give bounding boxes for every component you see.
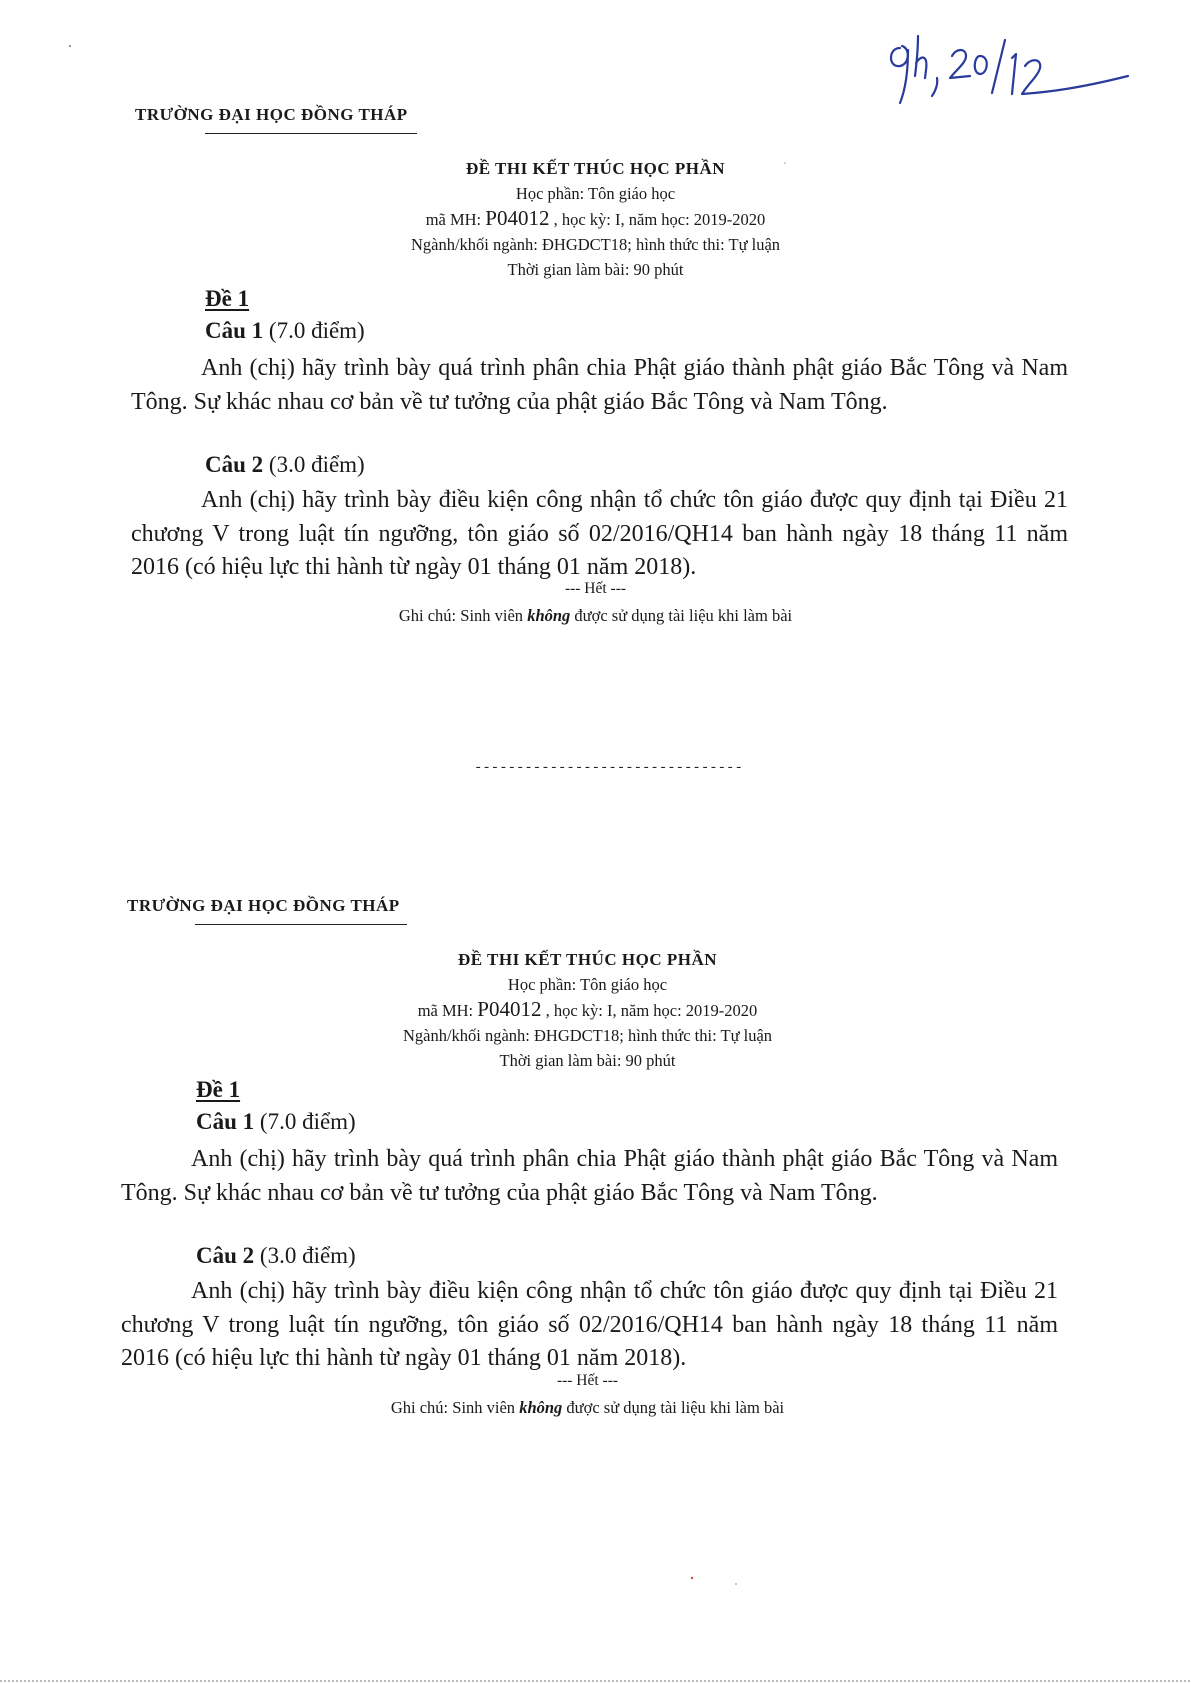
course-line: Học phần: Tôn giáo học xyxy=(515,184,676,203)
code-prefix: mã MH: xyxy=(425,210,482,229)
major-line: Ngành/khối ngành: ĐHGDCT18; hình thức thi: Tự luận xyxy=(410,235,781,254)
question-2-points: (3.0 điểm) xyxy=(268,452,365,477)
course-code: P04012 xyxy=(485,206,550,230)
cut-separator: -------------------------------- xyxy=(474,760,743,776)
question-1-points: (7.0 điểm) xyxy=(268,318,365,343)
code-suffix: , học kỳ: I, năm học: 2019-2020 xyxy=(553,210,766,229)
exam-title: ĐỀ THI KẾT THÚC HỌC PHẦN xyxy=(457,950,718,969)
code-prefix: mã MH: xyxy=(417,1001,474,1020)
note-prefix: Ghi chú: Sinh viên xyxy=(390,1398,516,1417)
school-name: TRƯỜNG ĐẠI HỌC ĐỒNG THÁP xyxy=(135,105,408,124)
time-line: Thời gian làm bài: 90 phút xyxy=(507,260,684,279)
note-suffix: được sử dụng tài liệu khi làm bài xyxy=(566,1398,785,1417)
question-1-text: Anh (chị) hãy trình bày quá trình phân chia Phật giáo thành phật giáo Bắc Tông và Nam Tông. Sự khác nhau cơ bản về tư tưởng của phật giáo Bắc Tông và Nam Tông. xyxy=(121,1146,1058,1206)
major-line: Ngành/khối ngành: ĐHGDCT18; hình thức thi: Tự luận xyxy=(402,1026,773,1045)
end-mark: --- Hết --- xyxy=(556,1372,619,1389)
question-1-points: (7.0 điểm) xyxy=(259,1109,356,1134)
note-emphasis: không xyxy=(527,606,571,625)
exam-title: ĐỀ THI KẾT THÚC HỌC PHẦN xyxy=(465,159,726,178)
time-line: Thời gian làm bài: 90 phút xyxy=(499,1051,676,1070)
question-2-label: Câu 2 xyxy=(196,1243,255,1268)
question-2-text: Anh (chị) hãy trình bày điều kiện công nhận tổ chức tôn giáo được quy định tại Điều 21 chương V trong luật tín ngưỡng, tôn giáo số 02/2016/QH14 ban hành ngày 18 tháng 11 năm 2016 (có hiệu lực thi hành từ ngày 01 tháng 01 năm 2018). xyxy=(131,487,1068,580)
note-emphasis: không xyxy=(519,1398,563,1417)
question-1-label: Câu 1 xyxy=(196,1109,255,1134)
code-suffix: , học kỳ: I, năm học: 2019-2020 xyxy=(545,1001,758,1020)
course-code: P04012 xyxy=(477,997,542,1021)
question-1-text: Anh (chị) hãy trình bày quá trình phân chia Phật giáo thành phật giáo Bắc Tông và Nam Tông. Sự khác nhau cơ bản về tư tưởng của phật giáo Bắc Tông và Nam Tông. xyxy=(131,355,1068,415)
note-suffix: được sử dụng tài liệu khi làm bài xyxy=(574,606,793,625)
question-2-points: (3.0 điểm) xyxy=(259,1243,356,1268)
question-2-label: Câu 2 xyxy=(205,452,264,477)
exam-variant-label: Đề 1 xyxy=(196,1077,241,1102)
exam-variant-label: Đề 1 xyxy=(205,286,250,311)
question-2-text: Anh (chị) hãy trình bày điều kiện công nhận tổ chức tôn giáo được quy định tại Điều 21 chương V trong luật tín ngưỡng, tôn giáo số 02/2016/QH14 ban hành ngày 18 tháng 11 năm 2016 (có hiệu lực thi hành từ ngày 01 tháng 01 năm 2018). xyxy=(121,1278,1058,1371)
question-1-label: Câu 1 xyxy=(205,318,264,343)
course-line: Học phần: Tôn giáo học xyxy=(507,975,668,994)
school-name: TRƯỜNG ĐẠI HỌC ĐỒNG THÁP xyxy=(127,896,400,915)
note-prefix: Ghi chú: Sinh viên xyxy=(398,606,524,625)
end-mark: --- Hết --- xyxy=(564,580,627,597)
